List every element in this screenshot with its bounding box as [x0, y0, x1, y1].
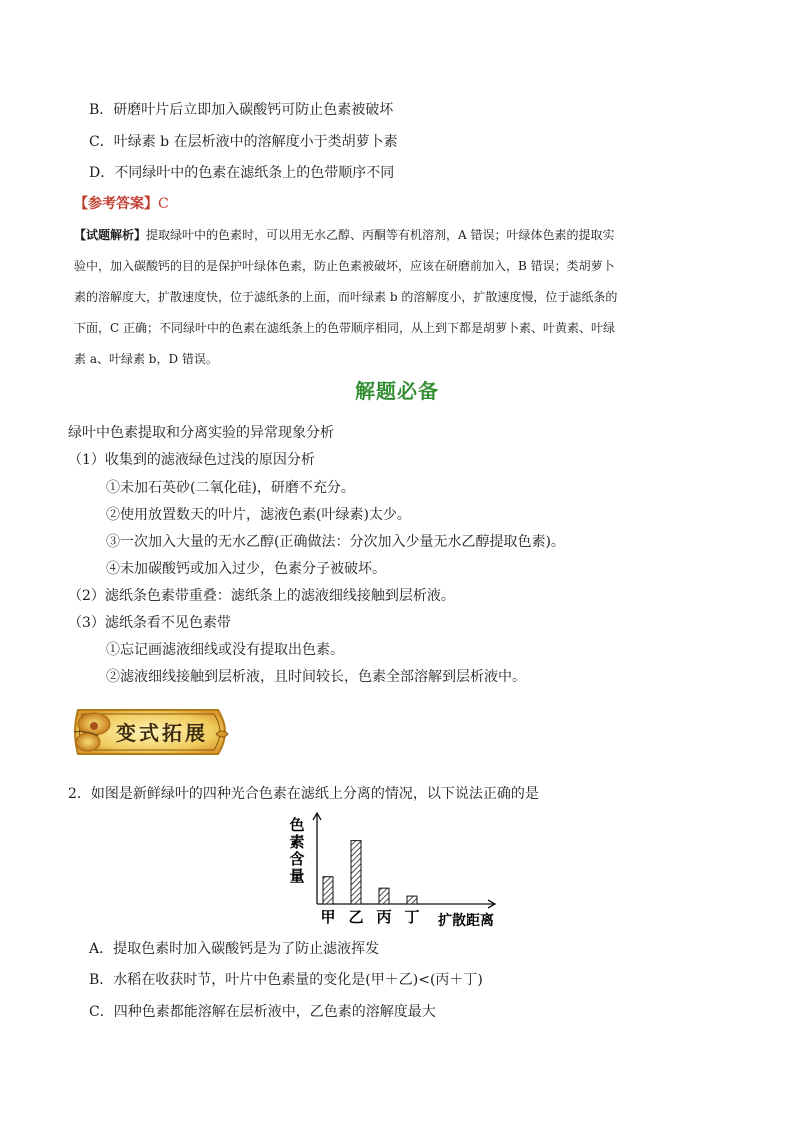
x-tick-label-1: 甲 [320, 908, 336, 926]
analysis-line-4: 下面，C 正确；不同绿叶中的色素在滤纸条上的色带顺序相同，从上到下都是胡萝卜素、叶黄素、叶绿 [74, 321, 616, 335]
analysis-text-1: 提取绿叶中的色素时，可以用无水乙醇、丙酮等有机溶剂，A 错误；叶绿体色素的提取实 [146, 228, 615, 242]
question1-option-d: D．不同绿叶中的色素在滤纸条上的色带顺序不同 [89, 165, 395, 181]
essentials-item-3: ②使用放置数天的叶片，滤液色素(叶绿素)太少。 [106, 507, 411, 523]
question2-option-c: C．四种色素都能溶解在层析液中，乙色素的溶解度最大 [89, 1004, 436, 1020]
y-axis-label-char-3: 含 [289, 850, 305, 868]
essentials-item-2: ①未加石英砂(二氧化硅)，研磨不充分。 [106, 480, 355, 496]
essentials-item-4: ③一次加入大量的无水乙醇(正确做法：分次加入少量无水乙醇提取色素)。 [106, 534, 565, 550]
analysis-line-3: 素的溶解度大，扩散速度快，位于滤纸条的上面，而叶绿素 b 的溶解度小，扩散速度慢，位于滤纸条的 [74, 290, 618, 304]
x-axis-label: 扩散距离 [438, 913, 494, 929]
question2-stem: 2．如图是新鲜绿叶的四种光合色素在滤纸上分离的情况，以下说法正确的是 [68, 786, 539, 802]
y-axis-label-char-4: 量 [289, 867, 305, 885]
bar-2 [351, 841, 361, 904]
essentials-item-5: ④未加碳酸钙或加入过少，色素分子被破坏。 [106, 561, 386, 577]
answer-value: C [158, 196, 169, 212]
question1-option-b: B．研磨叶片后立即加入碳酸钙可防止色素被破坏 [89, 102, 394, 118]
y-axis-label-char-2: 素 [289, 833, 305, 851]
analysis-line-1 [74, 227, 615, 243]
y-axis-label-char-1: 色 [289, 816, 305, 834]
x-tick-label-4: 丁 [404, 908, 420, 926]
answer-line [74, 195, 169, 213]
analysis-line-2: 验中，加入碳酸钙的目的是保护叶绿体色素，防止色素被破坏，应该在研磨前加入，B 错误；类胡萝卜 [74, 259, 615, 273]
y-axis-label [288, 816, 304, 885]
analysis-line-5: 素 a、叶绿素 b，D 错误。 [74, 352, 218, 366]
essentials-item-1: （1）收集到的滤液绿色过浅的原因分析 [68, 452, 315, 468]
chart-bars [323, 841, 417, 904]
essentials-heading: 绿叶中色素提取和分离实验的异常现象分析 [68, 425, 334, 441]
answer-label: 【参考答案】 [74, 196, 158, 212]
essentials-item-8: ①忘记画滤液细线或没有提取出色素。 [106, 642, 344, 658]
essentials-item-6: （2）滤纸条色素带重叠：滤纸条上的滤液细线接触到层析液。 [68, 588, 455, 604]
x-tick-labels [320, 908, 419, 926]
question1-option-c: C．叶绿素 b 在层析液中的溶解度小于类胡萝卜素 [89, 134, 398, 150]
x-tick-label-2: 乙 [348, 908, 364, 926]
essentials-item-7: （3）滤纸条看不见色素带 [68, 615, 231, 631]
question2-option-a: A．提取色素时加入碳酸钙是为了防止滤液挥发 [89, 941, 380, 957]
banner-title: 变式拓展 [116, 721, 208, 745]
x-tick-label-3: 丙 [376, 908, 392, 926]
section-title: 解题必备 [355, 379, 439, 403]
essentials-item-9: ②滤液细线接触到层析液，且时间较长，色素全部溶解到层析液中。 [106, 669, 526, 685]
variant-extension-banner [68, 702, 236, 762]
bar-3 [379, 888, 389, 904]
bar-1 [323, 877, 333, 904]
question2-option-b: B．水稻在收获时节，叶片中色素量的变化是(甲＋乙)<(丙＋丁) [89, 972, 483, 988]
bar-4 [407, 896, 417, 904]
analysis-label: 【试题解析】 [74, 228, 147, 242]
pigment-separation-chart [282, 812, 504, 930]
wave-ornament-icon [216, 731, 228, 737]
